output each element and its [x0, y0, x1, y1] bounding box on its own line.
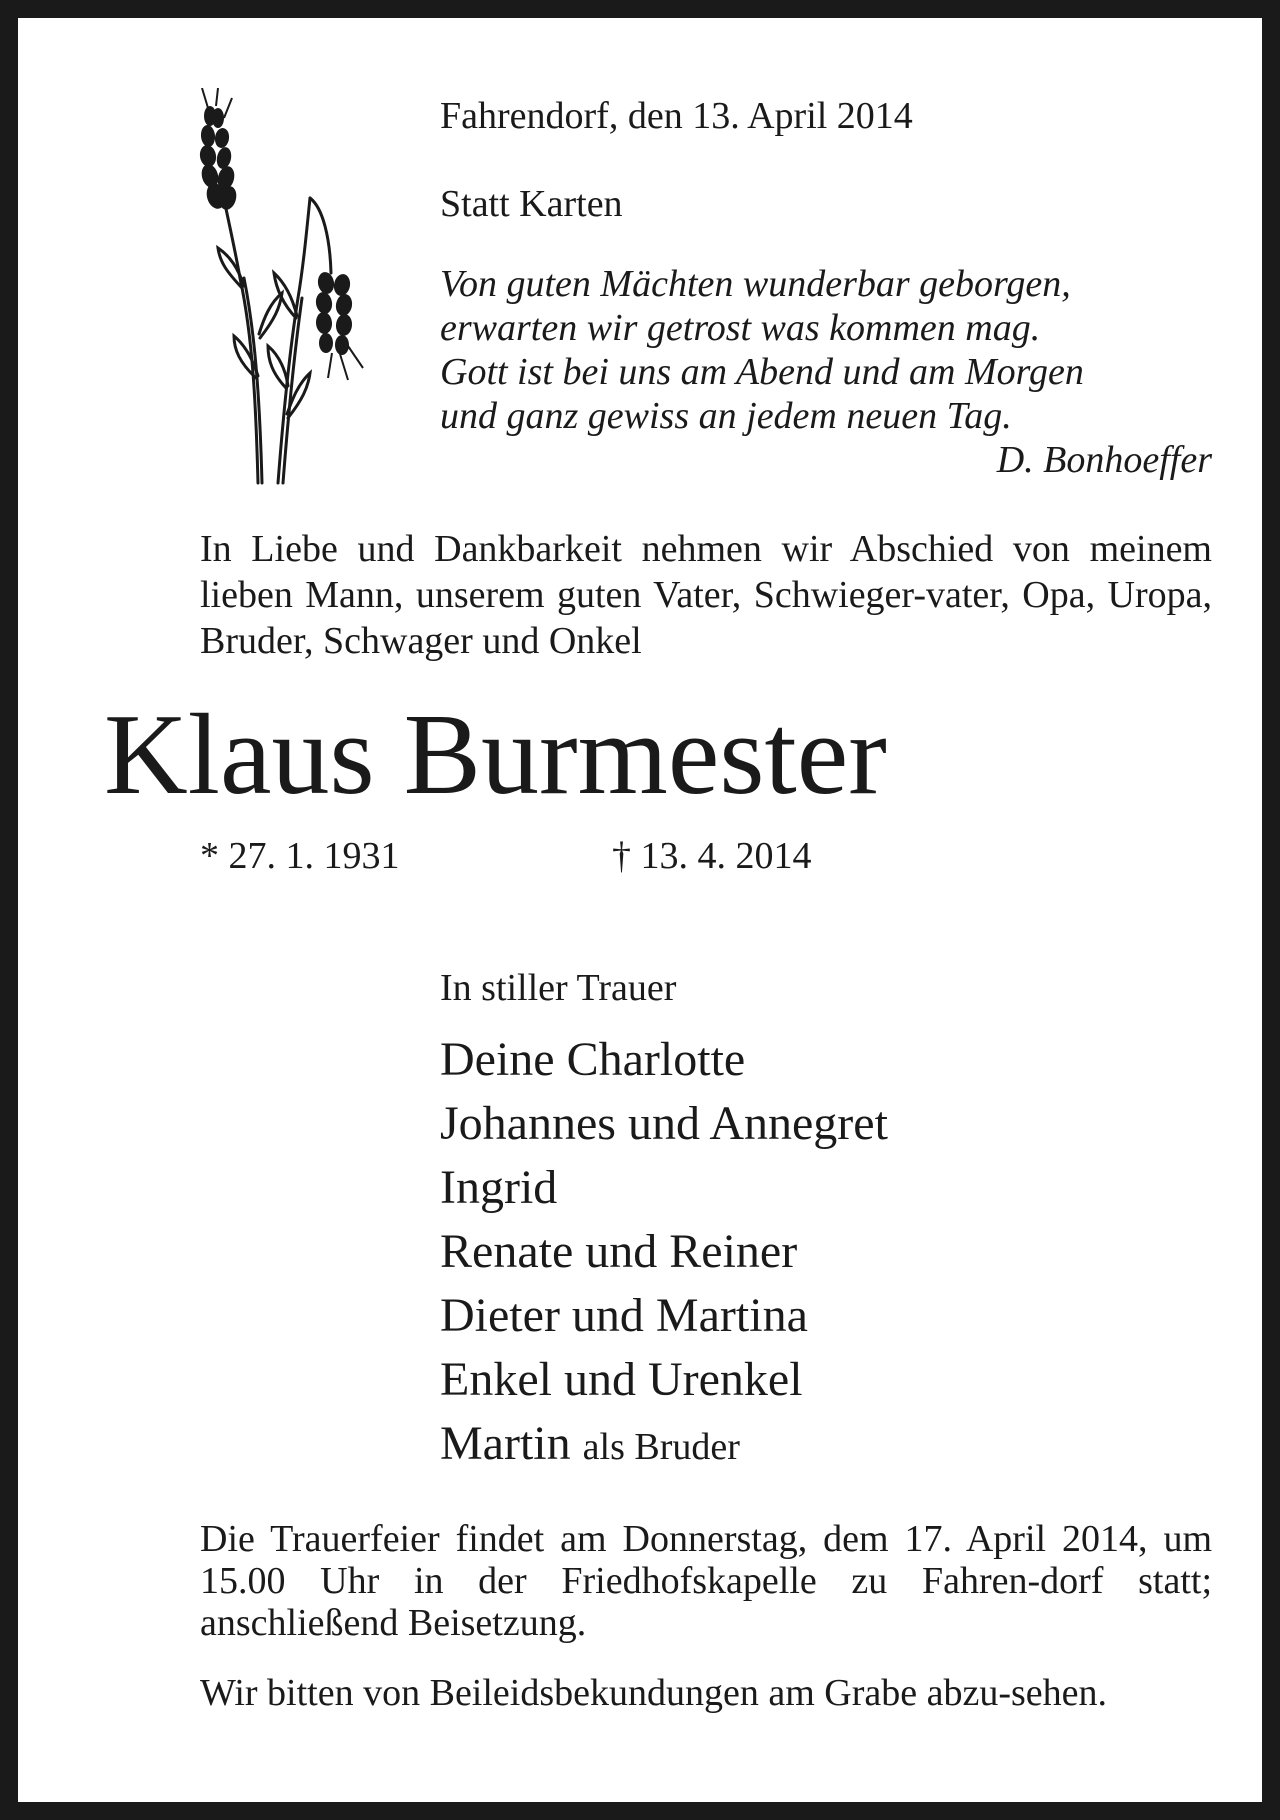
- mourner-name: Martin: [440, 1417, 571, 1470]
- mourning-intro: In stiller Trauer: [440, 967, 677, 1009]
- mourner: Renate und Reiner: [440, 1225, 798, 1278]
- poem: [440, 262, 1212, 482]
- mourner: Ingrid: [440, 1161, 558, 1214]
- poem-line: und ganz gewiss an jedem neuen Tag.: [440, 395, 1012, 437]
- funeral-text: Die Trauerfeier findet am Donnerstag, dem 17. April 2014, um 15.00 Uhr in der Friedhofskapelle zu Fahren-dorf statt; anschließend Beisetzung.: [200, 1518, 1212, 1644]
- poem-line: Gott ist bei uns am Abend und am Morgen: [440, 351, 1084, 393]
- mourners-list: [440, 1028, 888, 1479]
- deceased-name: Klaus Burmester: [104, 691, 887, 819]
- poem-line: erwarten wir getrost was kommen mag.: [440, 307, 1041, 349]
- condolence-text: Wir bitten von Beileidsbekundungen am Grabe abzu-sehen.: [200, 1672, 1108, 1714]
- mourner: Deine Charlotte: [440, 1033, 746, 1086]
- poem-author: D. Bonhoeffer: [996, 439, 1212, 481]
- poem-line: Von guten Mächten wunderbar geborgen,: [440, 263, 1071, 305]
- death-date: † 13. 4. 2014: [612, 835, 812, 877]
- intro-text: In Liebe und Dankbarkeit nehmen wir Abschied von meinem lieben Mann, unserem guten Vater, Schwieger-vater, Opa, Uropa, Bruder, Schwager und Onkel: [200, 528, 1212, 662]
- mourner: Dieter und Martina: [440, 1289, 808, 1342]
- mourner-relation: als Bruder: [582, 1426, 740, 1468]
- place-date: Fahrendorf, den 13. April 2014: [440, 95, 913, 137]
- statt-karten: Statt Karten: [440, 183, 623, 225]
- mourner: Enkel und Urenkel: [440, 1353, 803, 1406]
- mourner-last: [440, 1412, 888, 1479]
- mourner: Johannes und Annegret: [440, 1097, 888, 1150]
- birth-date: * 27. 1. 1931: [200, 835, 400, 877]
- wheat-ears-icon: [198, 88, 388, 488]
